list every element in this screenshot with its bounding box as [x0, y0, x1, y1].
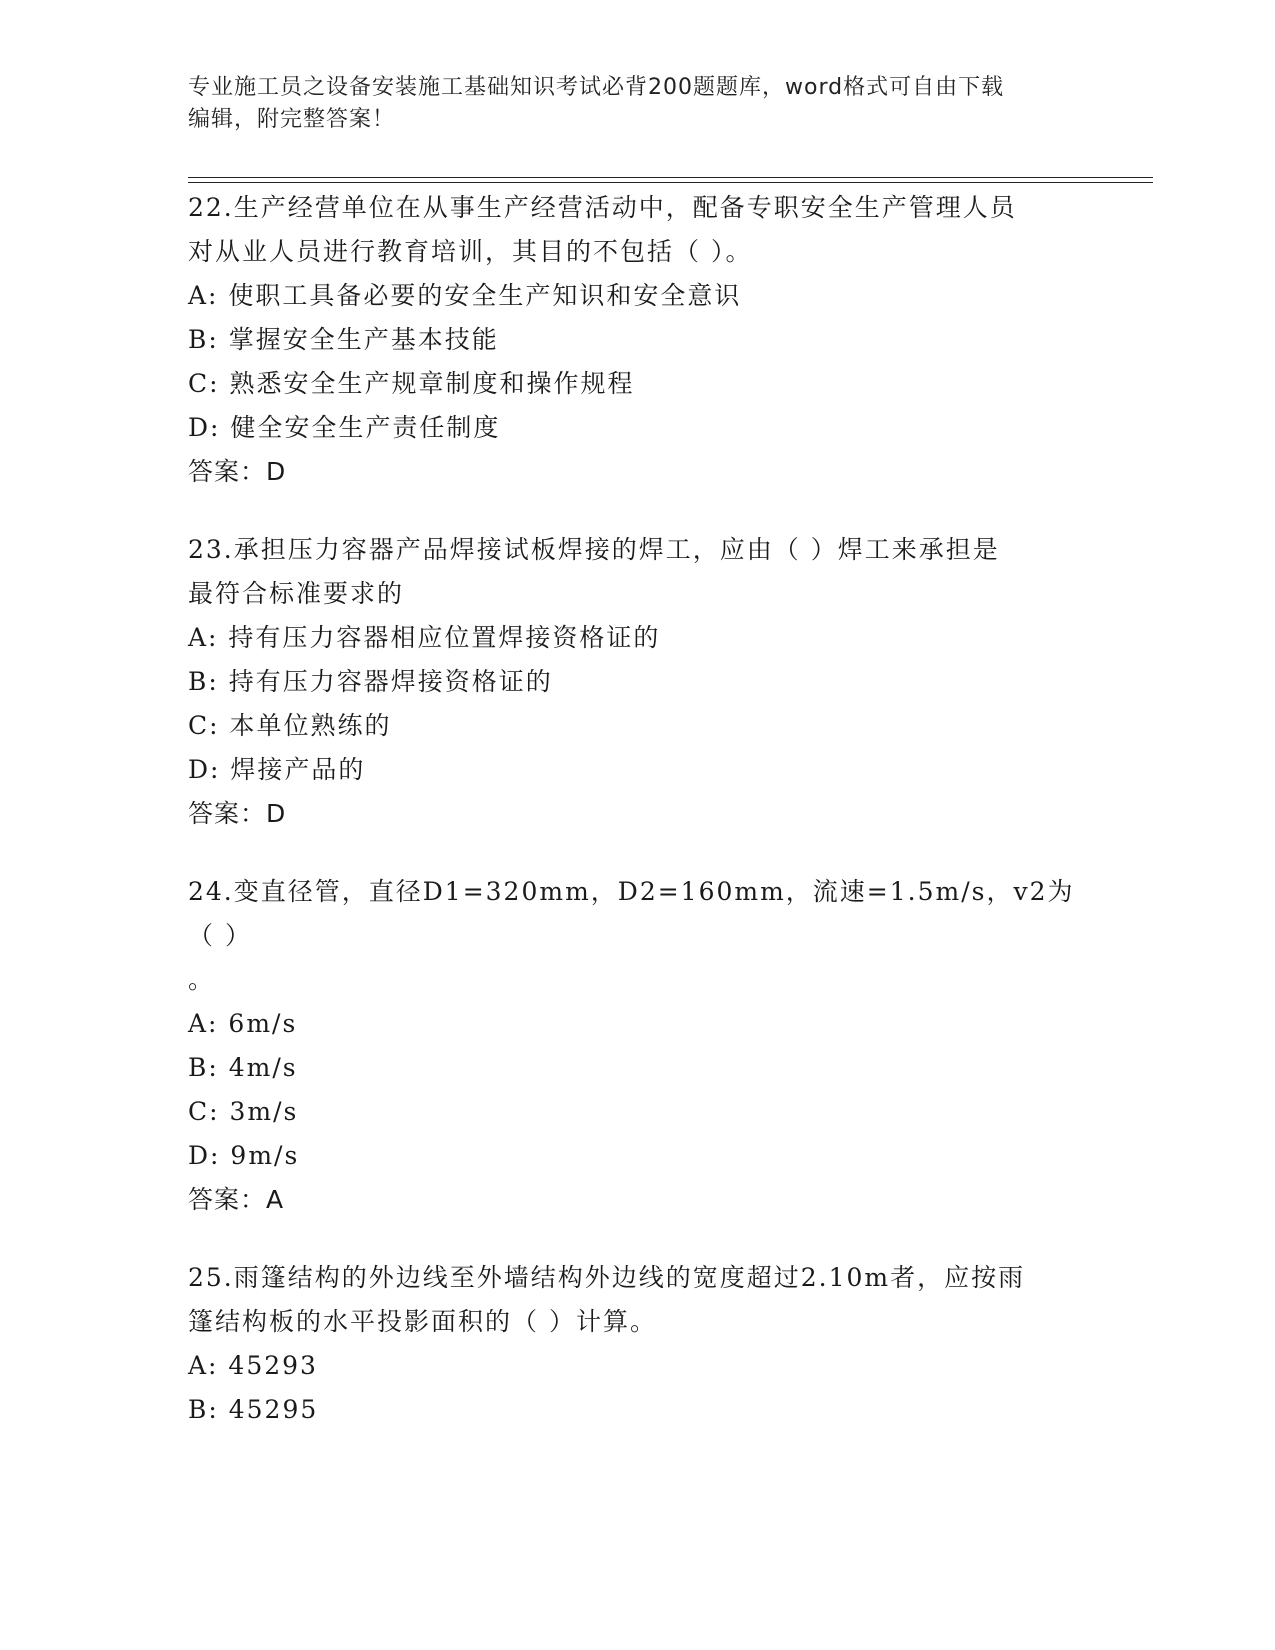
question-stem-line: 24.变直径管，直径D1=320mm，D2=160mm，流速=1.5m/s，v2为（ ） [188, 877, 1075, 950]
answer-text: 答案：A [188, 1185, 285, 1214]
question-stem-line: 22.生产经营单位在从事生产经营活动中，配备专职安全生产管理人员 [188, 193, 1017, 222]
option-a: A: 持有压力容器相应位置焊接资格证的 [188, 623, 661, 652]
option-a: A: 使职工具备必要的安全生产知识和安全意识 [188, 281, 742, 310]
question-stem-line: 最符合标准要求的 [188, 579, 405, 608]
option-a: A: 6m/s [188, 1009, 298, 1038]
option-b: B: 掌握安全生产基本技能 [188, 325, 499, 354]
question-stem-line: 。 [188, 965, 216, 994]
option-b: B: 4m/s [188, 1053, 298, 1082]
option-a: A: 45293 [188, 1351, 318, 1380]
option-c: C: 熟悉安全生产规章制度和操作规程 [188, 369, 635, 398]
question-stem-line: 篷结构板的水平投影面积的（ ）计算。 [188, 1307, 657, 1336]
question-stem-line: 对从业人员进行教育培训，其目的不包括（ ）。 [188, 237, 753, 266]
option-d: D: 9m/s [188, 1141, 300, 1170]
option-d: D: 健全安全生产责任制度 [188, 413, 501, 442]
option-c: C: 本单位熟练的 [188, 711, 392, 740]
answer-text: 答案：D [188, 457, 287, 486]
header-line-1: 专业施工员之设备安装施工基础知识考试必背200题题库，word格式可自由下载 [188, 75, 1005, 100]
question-list [188, 186, 1088, 1466]
question-23 [188, 528, 1088, 836]
option-c: C: 3m/s [188, 1097, 299, 1126]
question-22 [188, 186, 1088, 494]
document-header [188, 72, 1088, 136]
question-24 [188, 870, 1088, 1222]
option-b: B: 持有压力容器焊接资格证的 [188, 667, 553, 696]
header-line-2: 编辑，附完整答案！ [188, 107, 396, 132]
question-stem-line: 25.雨篷结构的外边线至外墙结构外边线的宽度超过2.10m者，应按雨 [188, 1263, 1026, 1292]
option-d: D: 焊接产品的 [188, 755, 366, 784]
header-divider-top [188, 177, 1153, 178]
header-divider-bottom [188, 182, 1153, 183]
option-b: B: 45295 [188, 1395, 319, 1424]
question-stem-line: 23.承担压力容器产品焊接试板焊接的焊工，应由（ ）焊工来承担是 [188, 535, 1000, 564]
answer-text: 答案：D [188, 799, 287, 828]
question-25 [188, 1256, 1088, 1432]
